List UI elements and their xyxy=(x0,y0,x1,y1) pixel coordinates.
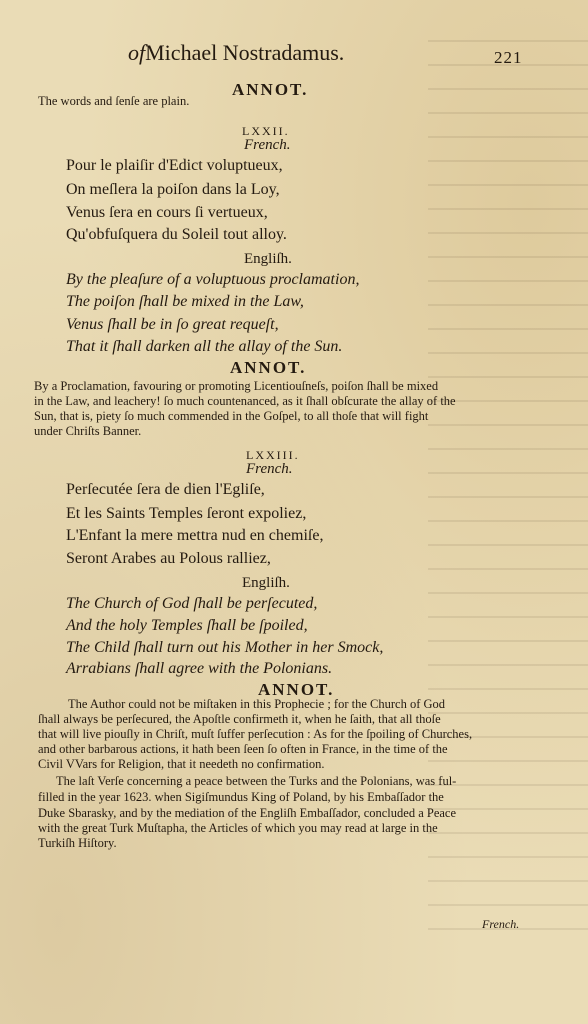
verse-line: Seront Arabes au Polous ralliez, xyxy=(66,550,271,567)
page-number: 221 xyxy=(494,48,523,67)
verse-line: Venus ſera en cours ſi vertueux, xyxy=(66,204,268,221)
annot-heading: ANNOT. xyxy=(258,680,335,699)
annot-heading: ANNOT. xyxy=(232,80,309,99)
running-title xyxy=(128,40,344,66)
english-label: Engliſh. xyxy=(244,251,292,267)
verse-line: Perſecutée ſera de dien l'Egliſe, xyxy=(66,481,265,498)
annot-line: ſhall always be perſecured, the Apoſtle confirmeth it, when he ſaith, that all thoſe xyxy=(38,712,441,726)
annot-line: with the great Turk Muſtapha, the Articles of which you may read at large in the xyxy=(38,821,438,835)
annot-line: The Author could not be miſtaken in this Prophecie ; for the Church of God xyxy=(68,697,446,711)
annot-line: Civil VVars for Religion, that it needeth no confirmation. xyxy=(38,757,325,771)
annot-line: in the Law, and leachery! ſo much countenanced, as it ſhall obſcurate the allay of the xyxy=(34,394,456,408)
verse-line: The Church of God ſhall be perſecuted, xyxy=(66,595,318,612)
annot-line: and other barbarous actions, it hath been ſeen ſo often in France, in the time of the xyxy=(38,742,448,756)
verse-line: And the holy Temples ſhall be ſpoiled, xyxy=(66,617,308,634)
annot-line: Sun, that is, piety ſo much commended in the Goſpel, to all thoſe that will fight xyxy=(34,409,429,423)
quatrain-number: LXXIII. xyxy=(246,448,300,462)
verse-line: By the pleaſure of a voluptuous proclamation, xyxy=(66,271,360,288)
english-label: Engliſh. xyxy=(242,575,290,591)
verse-line: L'Enfant la mere mettra nud en chemiſe, xyxy=(66,527,324,544)
verse-line: That it ſhall darken all the allay of the Sun. xyxy=(66,338,343,355)
bleed-through-text xyxy=(428,40,588,940)
annot-line: Turkiſh Hiſtory. xyxy=(38,836,117,850)
annot-heading: ANNOT. xyxy=(230,358,307,377)
annot-line: Duke Sbarasky, and by the mediation of the Engliſh Embaſſador, concluded a Peace xyxy=(38,806,457,820)
annot-line: that will live piouſly in Chriſt, muſt ſuffer perſecution : As for the ſpoiling of Churches, xyxy=(38,727,473,741)
annot-text: The words and ſenſe are plain. xyxy=(38,94,190,108)
annot-line: under Chriſts Banner. xyxy=(34,424,142,438)
annot-line: By a Proclamation, favouring or promoting Licentiouſneſs, poiſon ſhall be mixed xyxy=(34,379,439,393)
verse-line: On meſlera la poiſon dans la Loy, xyxy=(66,181,280,198)
verse-line: The Child ſhall turn out his Mother in her Smock, xyxy=(66,639,384,656)
running-title-of: of xyxy=(128,40,146,65)
french-label: French. xyxy=(246,461,293,477)
verse-line: Et les Saints Temples ſeront expoliez, xyxy=(66,505,307,522)
verse-line: Arrabians ſhall agree with the Polonians. xyxy=(66,660,333,677)
running-title-rest: Michael Nostradamus. xyxy=(145,40,345,65)
verse-line: Pour le plaiſir d'Edict voluptueux, xyxy=(66,157,283,174)
verse-line: Qu'obfuſquera du Soleil tout alloy. xyxy=(66,226,287,243)
quatrain-number: LXXII. xyxy=(242,124,290,138)
verse-line: The poiſon ſhall be mixed in the Law, xyxy=(66,293,304,310)
verse-line: Venus ſhall be in ſo great requeſt, xyxy=(66,316,279,333)
catchword: French. xyxy=(482,917,520,931)
annot-line: filled in the year 1623. when Sigiſmundus King of Poland, by his Embaſſador the xyxy=(38,790,444,804)
annot-line: The laſt Verſe concerning a peace between the Turks and the Polonians, was ful- xyxy=(56,774,457,788)
french-label: French. xyxy=(244,137,291,153)
